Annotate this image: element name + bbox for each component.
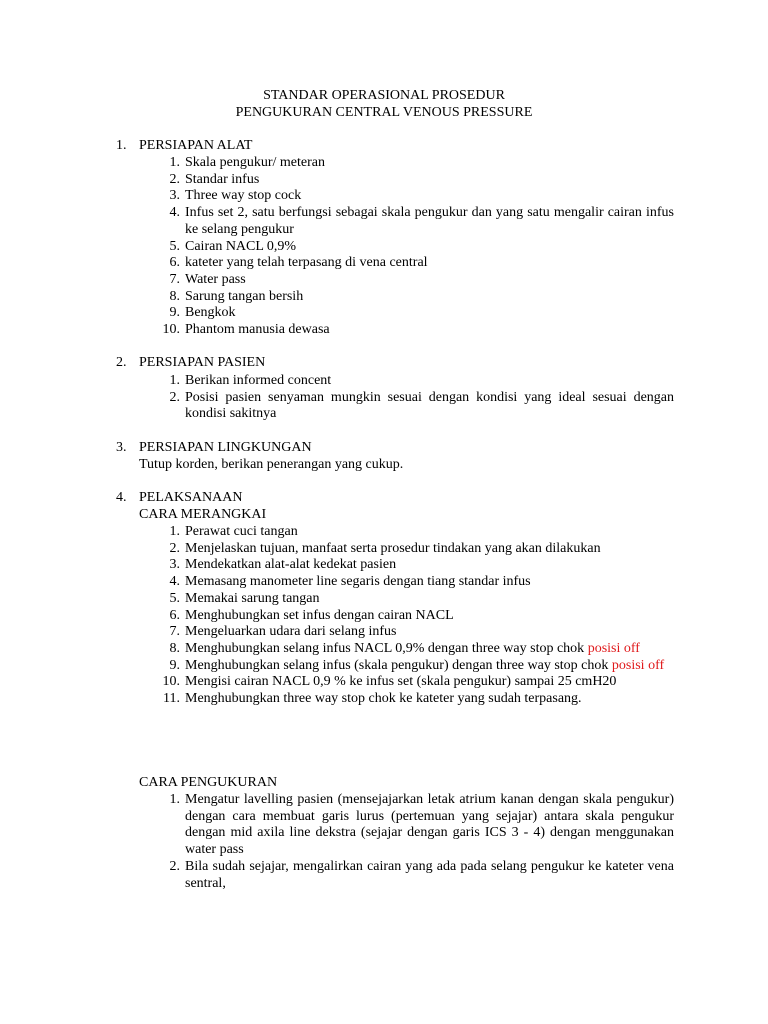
item-number: 7. [169, 271, 180, 287]
list-item [162, 373, 674, 390]
item-text: Memakai sarung tangan [185, 590, 320, 606]
list-item [162, 524, 674, 541]
item-text: Menghubungkan selang infus NACL 0,9% dengan three way stop chok [185, 640, 588, 656]
item-number: 2. [169, 389, 180, 405]
item-text: Posisi pasien senyaman mungkin sesuai dengan kondisi yang ideal sesuai dengan kondisi sakitnya [185, 389, 674, 422]
item-number: 1. [169, 792, 180, 807]
item-number: 2. [169, 171, 180, 187]
list-item [162, 155, 674, 172]
section-title: PERSIAPAN PASIEN [139, 355, 266, 370]
list-item [162, 239, 674, 256]
list-item [162, 172, 674, 189]
list-item [162, 322, 674, 339]
list-item [162, 591, 674, 608]
item-number: 9. [169, 305, 180, 321]
item-text: Mendekatkan alat-alat kedekat pasien [185, 557, 397, 573]
section-heading-persiapan-alat [116, 138, 252, 155]
item-number: 3. [169, 188, 180, 204]
item-number: 9. [169, 657, 180, 673]
section-number: 3. [116, 440, 127, 455]
item-text: Mengatur lavelling pasien (mensejajarkan letak atrium kanan dengan skala pengukur) dengan cara membuat garis lurus (pertemuan yang sejajar) antara skala pengukur dengan mid axila line dekstra (sejajar dengan garis ICS 3 - 4) dengan menggunakan water pass [185, 792, 674, 858]
list-item [162, 624, 674, 641]
item-text: kateter yang telah terpasang di vena central [185, 255, 428, 271]
list-item [162, 674, 674, 691]
lingkungan-text: Tutup korden, berikan penerangan yang cukup. [139, 457, 404, 472]
section-heading-pelaksanaan [116, 490, 242, 507]
item-text: Perawat cuci tangan [185, 524, 298, 539]
item-text: Sarung tangan bersih [185, 288, 304, 304]
list-item [162, 272, 674, 289]
red-highlight-text: posisi off [587, 640, 640, 656]
item-number: 1. [169, 155, 180, 170]
item-text: Menghubungkan selang infus (skala pengukur) dengan three way stop chok [185, 657, 612, 673]
section-heading-persiapan-lingkungan [116, 440, 312, 457]
list-item [162, 608, 674, 625]
red-highlight-text: posisi off [611, 657, 665, 673]
item-number: 8. [169, 288, 180, 304]
item-text: Berikan informed concent [185, 373, 332, 388]
item-number: 7. [169, 624, 180, 640]
doc-title-line2: PENGUKURAN CENTRAL VENOUS PRESSURE [235, 105, 533, 120]
section-title: PELAKSANAAN [139, 490, 243, 505]
section-number: 4. [116, 490, 127, 505]
item-number: 1. [169, 373, 180, 388]
doc-title-line1: STANDAR OPERASIONAL PROSEDUR [263, 88, 505, 103]
section-number: 1. [116, 138, 127, 153]
item-text: Infus set 2, satu berfungsi sebagai skala pengukur dan yang satu mengalir cairan infus ke selang pengukur [185, 205, 674, 237]
item-text: Bila sudah sejajar, mengalirkan cairan yang ada pada selang pengukur ke kateter vena sentral, [185, 858, 674, 891]
persiapan-pasien-list [162, 373, 674, 423]
item-text: Mengisi cairan NACL 0,9 % ke infus set (skala pengukur) sampai 25 cmH20 [185, 674, 617, 690]
item-number: 8. [169, 640, 180, 656]
item-text: Skala pengukur/ meteran [185, 155, 325, 170]
subheading-cara-pengukuran: CARA PENGUKURAN [139, 775, 278, 790]
list-item [162, 541, 674, 558]
list-item [162, 289, 674, 306]
item-number: 6. [169, 607, 180, 623]
section-heading-persiapan-pasien [116, 355, 265, 372]
list-item [162, 658, 674, 675]
section-title: PERSIAPAN ALAT [139, 138, 253, 153]
item-number: 2. [169, 858, 180, 874]
persiapan-alat-list [162, 155, 674, 339]
item-number: 2. [169, 540, 180, 556]
item-number: 4. [169, 205, 180, 221]
item-text: Menjelaskan tujuan, manfaat serta prosedur tindakan yang akan dilakukan [185, 540, 601, 556]
list-item [162, 188, 674, 205]
item-text: Three way stop cock [185, 188, 302, 204]
item-number: 1. [169, 524, 180, 539]
item-text: Water pass [185, 271, 246, 287]
subheading-cara-merangkai: CARA MERANGKAI [139, 507, 267, 522]
item-number: 3. [169, 557, 180, 573]
item-text: Mengeluarkan udara dari selang infus [185, 624, 397, 640]
item-text: Memasang manometer line segaris dengan tiang standar infus [185, 574, 531, 590]
list-item [162, 691, 674, 708]
cara-pengukuran-list [162, 792, 674, 892]
item-text: Cairan NACL 0,9% [185, 238, 297, 254]
item-text: Bengkok [185, 305, 236, 321]
item-text: Menghubungkan set infus dengan cairan NACL [185, 607, 454, 623]
item-number: 6. [169, 255, 180, 271]
list-item [162, 305, 674, 322]
list-item [162, 390, 674, 423]
item-number: 5. [169, 238, 180, 254]
list-item [162, 205, 674, 238]
item-number: 5. [169, 590, 180, 606]
item-text: Phantom manusia dewasa [185, 322, 330, 338]
cara-merangkai-list [162, 524, 674, 708]
section-number: 2. [116, 355, 127, 370]
list-item [162, 255, 674, 272]
list-item [162, 859, 674, 892]
item-number: 10. [162, 322, 180, 338]
list-item [162, 574, 674, 591]
list-item [162, 792, 674, 859]
list-item [162, 557, 674, 574]
section-title: PERSIAPAN LINGKUNGAN [139, 440, 312, 455]
item-text: Menghubungkan three way stop chok ke kateter yang sudah terpasang. [185, 691, 582, 707]
item-number: 10. [162, 674, 180, 690]
list-item [162, 641, 674, 658]
item-number: 11. [163, 691, 180, 707]
item-number: 4. [169, 574, 180, 590]
item-text: Standar infus [185, 171, 260, 187]
